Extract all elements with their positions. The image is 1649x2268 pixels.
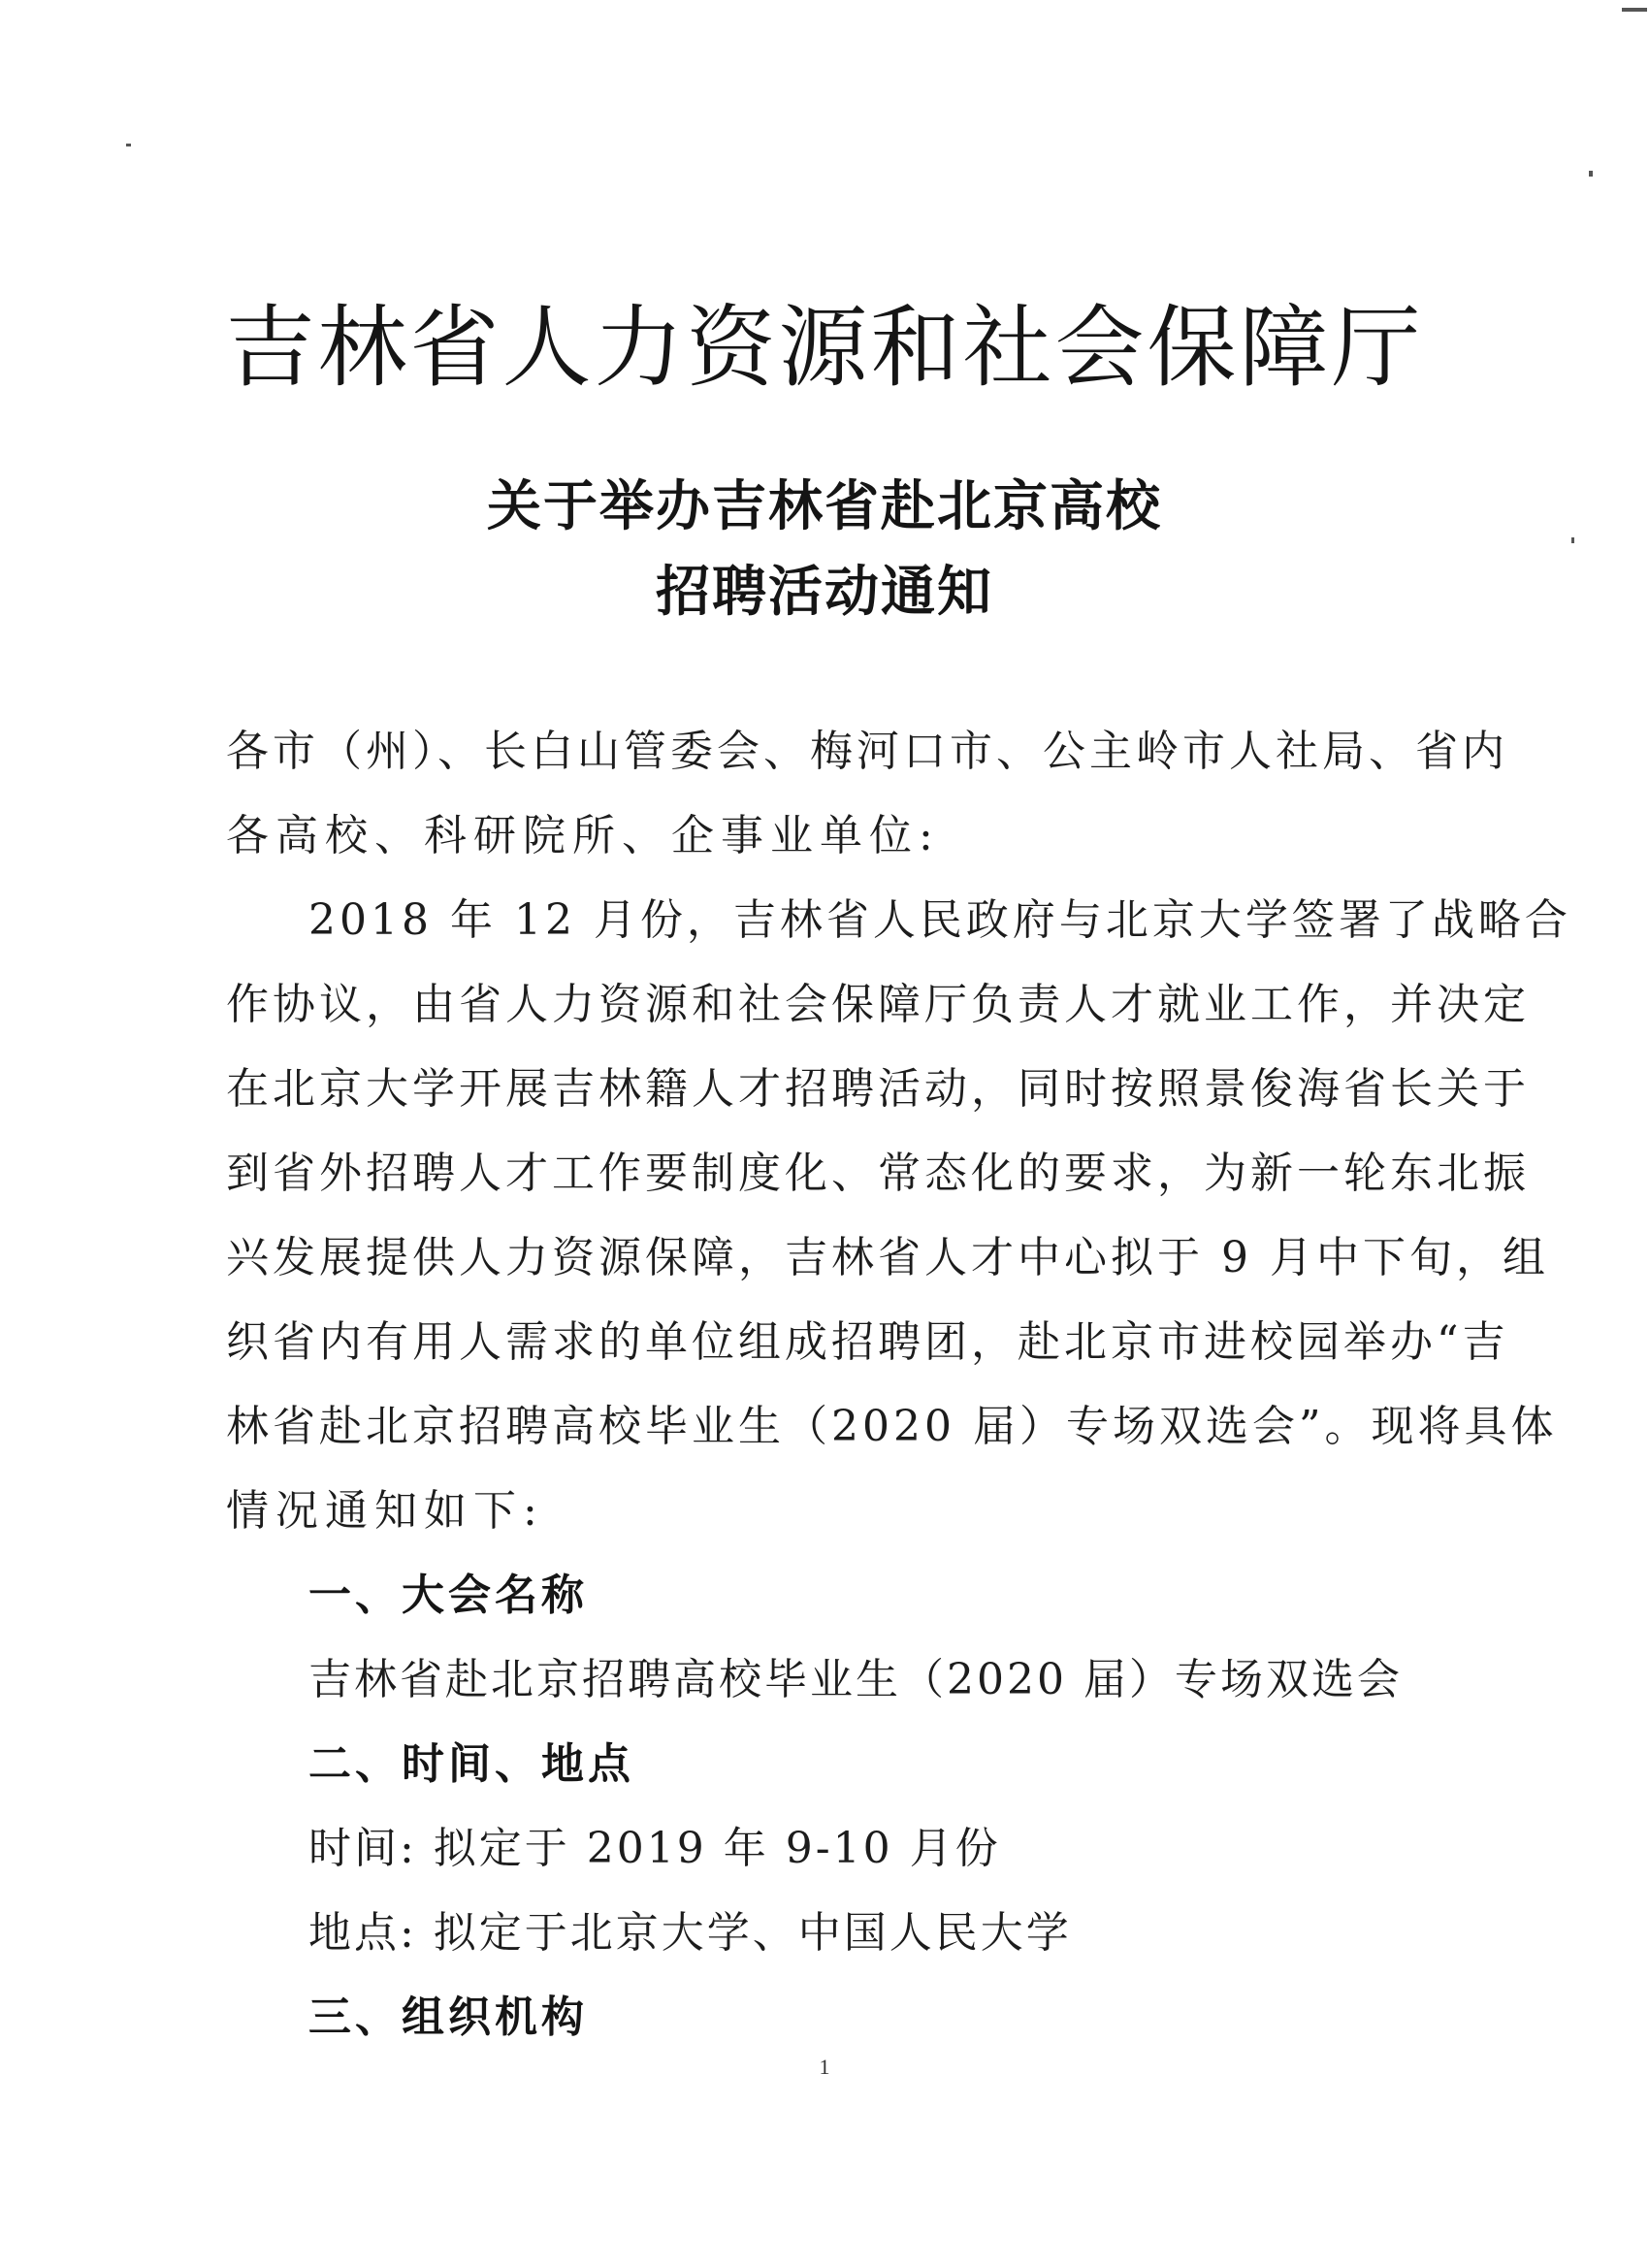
paragraph-line-3: 在北京大学开展吉林籍人才招聘活动，同时按照景俊海省长关于 [226, 1064, 1530, 1114]
issuer-title: 吉林省人力资源和社会保障厅 [225, 296, 1424, 400]
paragraph-line-7: 林省赴北京招聘高校毕业生（2020 届）专场双选会”。现将具体 [226, 1402, 1558, 1451]
section-heading-1: 一、大会名称 [308, 1571, 588, 1620]
page-number: 1 [819, 2055, 830, 2079]
section-2-line-2: 地点: 拟定于北京大学、中国人民大学 [308, 1908, 1072, 1958]
paragraph-line-6: 织省内有用人需求的单位组成招聘团，赴北京市进校园举办“吉 [226, 1317, 1509, 1367]
section-heading-2: 二、时间、地点 [308, 1739, 634, 1789]
section-1-line-1: 吉林省赴北京招聘高校毕业生（2020 届）专场双选会 [308, 1655, 1403, 1704]
section-2-line-1: 时间: 拟定于 2019 年 9-10 月份 [308, 1824, 1001, 1873]
paragraph-line-8: 情况通知如下: [226, 1486, 544, 1536]
scan-mark [126, 144, 131, 146]
scan-mark [1589, 171, 1593, 177]
notice-title-line-1: 关于举办吉林省赴北京高校 [487, 474, 1162, 538]
paragraph-line-1: 2018 年 12 月份，吉林省人民政府与北京大学签署了战略合 [308, 895, 1571, 945]
addressee-line-1: 各市（州）、长白山管委会、梅河口市、公主岭市人社局、省内 [226, 727, 1508, 776]
addressee-line-2: 各高校、科研院所、企事业单位: [226, 811, 940, 860]
paragraph-line-2: 作协议，由省人力资源和社会保障厅负责人才就业工作，并决定 [226, 980, 1530, 1029]
scan-mark [1622, 8, 1647, 12]
section-heading-3: 三、组织机构 [308, 1993, 588, 2042]
paragraph-line-5: 兴发展提供人力资源保障，吉林省人才中心拟于 9 月中下旬，组 [226, 1233, 1549, 1282]
notice-title-line-2: 招聘活动通知 [656, 560, 993, 624]
paragraph-line-4: 到省外招聘人才工作要制度化、常态化的要求，为新一轮东北振 [226, 1149, 1530, 1198]
